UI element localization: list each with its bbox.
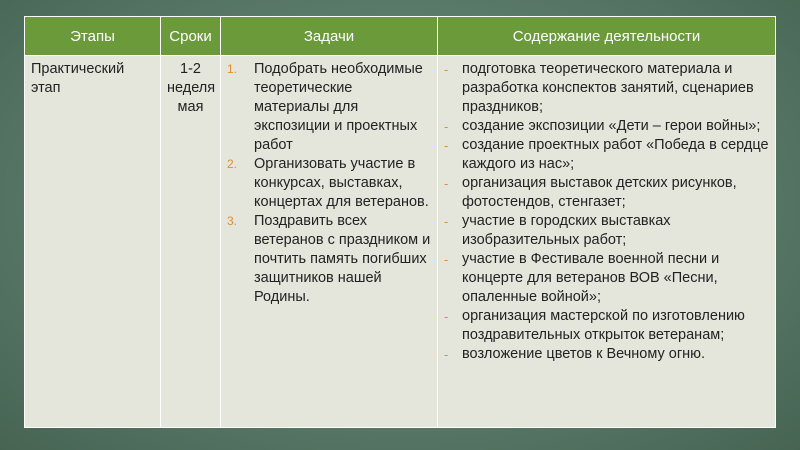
task-item bbox=[227, 155, 431, 212]
activities-cell bbox=[438, 56, 776, 428]
tasks-list bbox=[227, 60, 431, 307]
activity-text: организация мастерской по изготовлению поздравительных открыток ветеранам; bbox=[462, 308, 745, 343]
bullet-marker: - bbox=[444, 119, 449, 134]
activity-text: создание проектных работ «Победа в сердце каждого из нас»; bbox=[462, 137, 769, 172]
bullet-marker: - bbox=[444, 309, 449, 324]
tasks-cell bbox=[221, 56, 438, 428]
bullet-marker: - bbox=[444, 62, 449, 77]
bullet-marker: - bbox=[444, 138, 449, 153]
task-number: 1. bbox=[227, 62, 238, 76]
bullet-marker: - bbox=[444, 176, 449, 191]
task-item bbox=[227, 60, 431, 155]
header-terms: Сроки bbox=[161, 17, 221, 56]
header-activities: Содержание деятельности bbox=[438, 17, 776, 56]
activity-text: участие в городских выставках изобразительных работ; bbox=[462, 213, 671, 248]
header-stages: Этапы bbox=[25, 17, 161, 56]
activity-item bbox=[444, 307, 769, 345]
activity-text: создание экспозиции «Дети – герои войны»; bbox=[462, 118, 761, 134]
activity-item bbox=[444, 174, 769, 212]
table-header-row bbox=[25, 17, 776, 56]
header-tasks: Задачи bbox=[221, 17, 438, 56]
activity-item bbox=[444, 60, 769, 117]
bullet-marker: - bbox=[444, 347, 449, 362]
activity-item bbox=[444, 250, 769, 307]
activity-text: организация выставок детских рисунков, фотостендов, стенгазет; bbox=[462, 175, 737, 210]
activity-item bbox=[444, 212, 769, 250]
task-number: 2. bbox=[227, 157, 238, 171]
activity-item bbox=[444, 345, 769, 364]
task-text: Поздравить всех ветеранов с праздником и почтить память погибших защитников нашей Родины. bbox=[254, 213, 431, 305]
stage-cell: Практический этап bbox=[25, 56, 161, 428]
activity-item bbox=[444, 136, 769, 174]
bullet-marker: - bbox=[444, 214, 449, 229]
activity-text: возложение цветов к Вечному огню. bbox=[462, 346, 706, 362]
activity-text: участие в Фестивале военной песни и концерте для ветеранов ВОВ «Песни, опаленные войной»; bbox=[462, 251, 720, 305]
activity-text: подготовка теоретического материала и разработка конспектов занятий, сценариев праздников; bbox=[462, 61, 754, 115]
term-cell: 1-2 неделя мая bbox=[161, 56, 221, 428]
table-row bbox=[25, 56, 776, 428]
task-text: Организовать участие в конкурсах, выставках, концертах для ветеранов. bbox=[254, 156, 429, 210]
activities-list bbox=[444, 60, 769, 364]
task-item bbox=[227, 212, 431, 307]
plan-table bbox=[24, 16, 776, 428]
task-text: Подобрать необходимые теоретические материалы для экспозиции и проектных работ bbox=[254, 61, 423, 153]
task-number: 3. bbox=[227, 214, 238, 228]
activity-item bbox=[444, 117, 769, 136]
bullet-marker: - bbox=[444, 252, 449, 267]
